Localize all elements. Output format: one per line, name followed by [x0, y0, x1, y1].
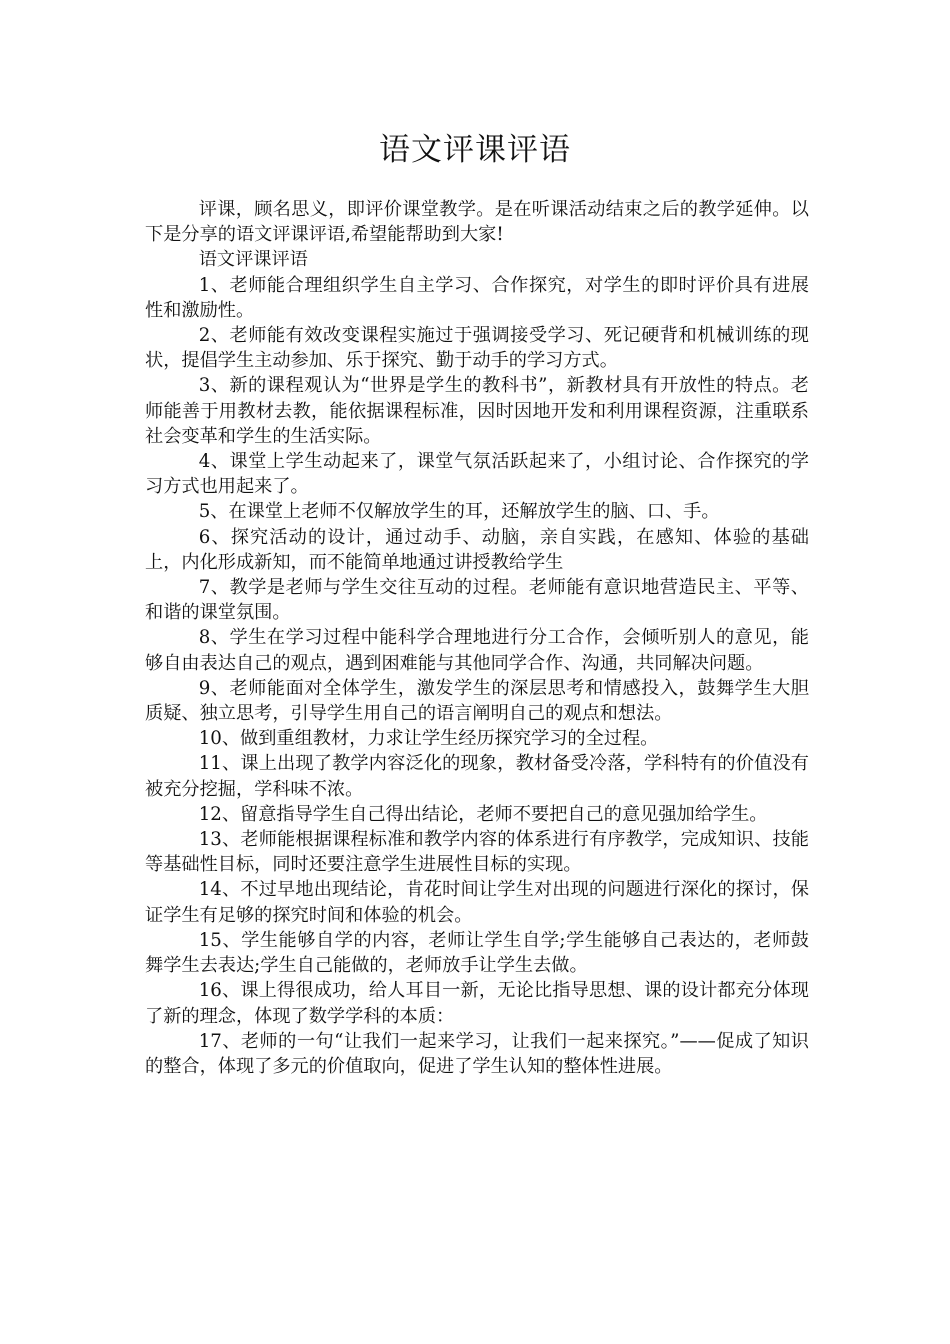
list-item: 7、教学是老师与学生交往互动的过程。老师能有意识地营造民主、平等、和谐的课堂氛围。 [145, 577, 809, 624]
list-item: 1、老师能合理组织学生自主学习、合作探究，对学生的即时评价具有进展性和激励性。 [145, 274, 809, 321]
list-item: 15、学生能够自学的内容，老师让学生自学;学生能够自己表达的，老师鼓舞学生去表达;学生自己能做的，老师放手让学生去做。 [145, 929, 809, 977]
list-item: 11、课上出现了教学内容泛化的现象，教材备受冷落，学科特有的价值没有被充分挖掘，学科味不浓。 [145, 753, 809, 800]
list-item: 12、留意指导学生自己得出结论，老师不要把自己的意见强加给学生。 [198, 803, 768, 825]
section-heading: 语文评课评语 [198, 249, 308, 271]
list-item: 17、老师的一句“让我们一起来学习，让我们一起来探究。”——促成了知识的整合，体现了多元的价值取向，促进了学生认知的整体性进展。 [145, 1030, 809, 1077]
list-item: 16、课上得很成功，给人耳目一新，无论比指导思想、课的设计都充分体现了新的理念，体现了数学学科的本质： [145, 980, 809, 1027]
list-item: 5、在课堂上老师不仅解放学生的耳，还解放学生的脑、口、手。 [198, 501, 720, 523]
list-item: 2、老师能有效改变课程实施过于强调接受学习、死记硬背和机械训练的现状，提倡学生主动参加、乐于探究、勤于动手的学习方式。 [145, 325, 809, 372]
list-item: 3、新的课程观认为“世界是学生的教科书”，新教材具有开放性的特点。老师能善于用教材去教，能依据课程标准，因时因地开发和利用课程资源，注重联系社会变革和学生的生活实际。 [145, 375, 809, 447]
list-item: 4、课堂上学生动起来了，课堂气氛活跃起来了，小组讨论、合作探究的学习方式也用起来了。 [145, 451, 809, 498]
document-body [145, 197, 809, 1079]
list-item: 14、不过早地出现结论，肯花时间让学生对出现的问题进行深化的探讨，保证学生有足够的探究时间和体验的机会。 [145, 879, 809, 926]
list-item: 6、探究活动的设计，通过动手、动脑，亲自实践，在感知、体验的基础上，内化形成新知，而不能简单地通过讲授教给学生 [145, 526, 809, 573]
document-title: 语文评课评语 [379, 132, 571, 168]
list-item: 13、老师能根据课程标准和教学内容的体系进行有序教学，完成知识、技能等基础性目标，同时还要注意学生进展性目标的实现。 [145, 829, 809, 876]
list-item: 9、老师能面对全体学生，激发学生的深层思考和情感投入，鼓舞学生大胆质疑、独立思考，引导学生用自己的语言阐明自己的观点和想法。 [145, 677, 809, 725]
list-item: 8、学生在学习过程中能科学合理地进行分工合作，会倾听别人的意见，能够自由表达自己的观点，遇到困难能与其他同学合作、沟通，共同解决问题。 [145, 627, 809, 674]
list-item: 10、做到重组教材，力求让学生经历探究学习的全过程。 [198, 728, 659, 750]
intro-paragraph: 评课，顾名思义，即评价课堂教学。是在听课活动结束之后的教学延伸。以下是分享的语文评课评语,希望能帮助到大家! [145, 199, 809, 246]
